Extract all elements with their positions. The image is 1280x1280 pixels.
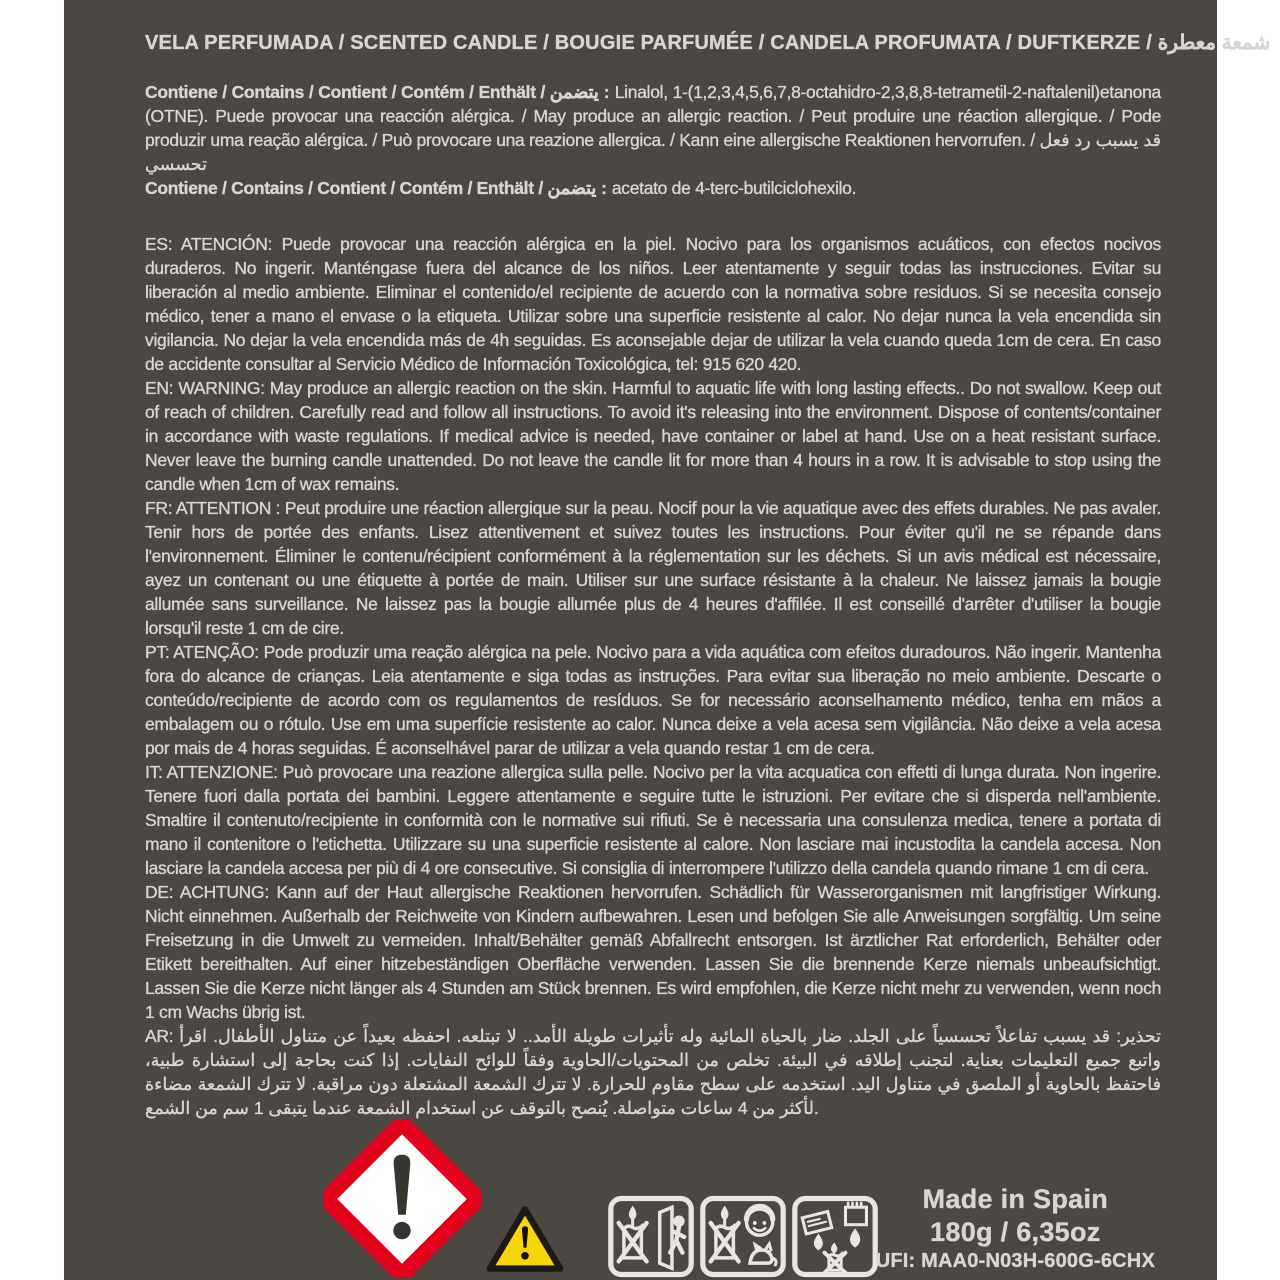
warning-paragraph-pt: PT: ATENÇÃO: Pode produzir uma reação alérgica na pele. Nocivo para a vida aquática com efeitos duradouros. Não ingerir. Mantenha fora do alcance de crianças. Leia atentamente e siga todas as instruções. Para evitar sua liberação no meio ambiente. Descarte o conteúdo/recipiente de acordo com os regulamentos de resíduos. Se for necessário aconselhamento médico, tenha em mãos a embalagem ou o rótulo. Use em uma superfície resistente ao calor. Nunca deixe a vela acesa sem vigilância. Não deixe a vela acesa por mais de 4 horas seguidas. É aconselhável parar de utilizar a vela quando restar 1 cm de cera. <box>145 642 1161 758</box>
warning-paragraph-fr: FR: ATTENTION : Peut produire une réaction allergique sur la peau. Nocif pour la vie aquatique avec des effets durables. Ne pas avaler. Tenir hors de portée des enfants. Lisez attentivement et suivez toutes les instructions. Pour éviter qu'il ne se répande dans l'environnement. Éliminer le contenu/récipient conformément à la réglementation sur les déchets. Si un avis médical est nécessaire, ayez un contenant ou une étiquette à portée de main. Utiliser sur une surface résistante à la chaleur. Ne laissez jamais la bougie allumée sans surveillance. Ne laissez pas la bougie allumée plus de 4 heures d'affilée. Il est conseillé d'arrêter d'utiliser la bougie lorsqu'il reste 1 cm de cire. <box>145 498 1161 638</box>
ghs07-exclamation-diamond-icon <box>323 1120 481 1278</box>
ufi-code-text: UFI: MAA0-N03H-600G-6CHX <box>875 1250 1155 1272</box>
product-title: VELA PERFUMADA / SCENTED CANDLE / BOUGIE PARFUMÉE / CANDELA PROFUMATA / DUFTKERZE / شمعة معطرة <box>145 32 1271 54</box>
contains-statement-1 <box>145 80 1161 176</box>
net-weight-text: 180g / 6,35oz <box>930 1217 1101 1247</box>
ingredients-section <box>145 80 1161 200</box>
label-background <box>64 0 1271 1280</box>
contains-text: Linalol, 1-(1,2,3,4,5,6,7,8-octahidro-2,3,8,8-tetrametil-2-naftalenil)etanona (OTNE). Puede provocar una reacción alérgica. / May produce an allergic reaction. / Peut produire une réaction allergique. / Pode produzir uma reação alérgica. / Può provocare una reazione allergica. / Kann eine allergische Reaktionen hervorrufen. / قد يسبب رد فعل تحسسي <box>145 82 1161 174</box>
warning-paragraph-it: IT: ATTENZIONE: Può provocare una reazione allergica sulla pelle. Nocivo per la vita acquatica con effetti di lunga durata. Non ingerire. Tenere fuori dalla portata dei bambini. Leggere attentamente e seguire tutte le istruzioni. Per evitare che si disperda nell'ambiente. Smaltire il contenuto/recipiente in conformità con le normative sui rifiuti. Se è necessaria una consulenza medica, tenere a portata di mano il contenitore o l'etichetta. Utilizzare su una superficie resistente al calore. Non lasciare mai incustodita la candela accesa. Non lasciare la candela accesa per più di 4 ore consecutive. Si consiglia di interrompere l'utilizzo della candela quando rimane 1 cm di cera. <box>145 762 1161 878</box>
warning-paragraph-de: DE: ACHTUNG: Kann auf der Haut allergische Reaktionen hervorrufen. Schädlich für Wasserorganismen mit langfristiger Wirkung. Nicht einnehmen. Außerhalb der Reichweite von Kindern aufbewahren. Lesen und befolgen Sie alle Anweisungen sorgfältig. Um seine Freisetzung in die Umwelt zu vermeiden. Inhalt/Behälter gemäß Abfallrecht entsorgen. Ist ärztlicher Rat erforderlich, Behälter oder Etikett bereithalten. Auf einer hitzebeständigen Oberfläche verwenden. Lassen Sie die brennende Kerze niemals unbeaufsichtigt. Lassen Sie die Kerze nicht länger als 4 Stunden am Stück brennen. Es wird empfohlen, die Kerze nicht mehr zu verwenden, wenn noch 1 cm Wachs übrig ist. <box>145 882 1161 1022</box>
contains-statement-2 <box>145 176 1161 200</box>
warning-exclamation-triangle-icon <box>485 1198 565 1280</box>
warning-paragraph-en: EN: WARNING: May produce an allergic reaction on the skin. Harmful to aquatic life with long lasting effects.. Do not swallow. Keep out of reach of children. Carefully read and follow all instructions. To avoid it's releasing into the environment. Dispose of contents/container in accordance with waste regulations. If medical advice is needed, have container or label at hand. Use on a heat resistant surface. Never leave the burning candle unattended. Do not leave the candle lit for more than 4 hours in a row. It is advisable to stop using the candle when 1cm of wax remains. <box>145 378 1161 494</box>
contains-text: acetato de 4-terc-butilciclohexilo. <box>611 178 857 198</box>
warnings-section <box>145 232 1161 1120</box>
contains-prefix: Contiene / Contains / Contient / Contém / Enthält / يتضمن : <box>145 178 607 198</box>
contains-prefix: Contiene / Contains / Contient / Contém / Enthält / يتضمن : <box>145 82 610 102</box>
label-text-area <box>145 0 1271 1120</box>
warning-paragraph-es: ES: ATENCIÓN: Puede provocar una reacción alérgica en la piel. Nocivo para los organismos acuáticos, con efectos nocivos duraderos. No ingerir. Manténgase fuera del alcance de los niños. Leer atentamente y seguir todas las instrucciones. Evitar su liberación al medio ambiente. Eliminar el contenido/el recipiente de acuerdo con la normativa sobre residuos. Si se necesita consejo médico, tener a mano el envase o la etiqueta. Utilizar sobre una superficie resistente al calor. No dejar nunca la vela encendida sin vigilancia. No dejar la vela encendida más de 4h seguidas. Es aconsejable dejar de utilizar la vela cuando queda 1cm de cera. En caso de accidente consultar al Servicio Médico de Información Toxicológica, tel: 915 620 420. <box>145 234 1161 374</box>
warning-paragraph-ar: AR: تحذير: قد يسبب تفاعلاً تحسسياً على الجلد. ضار بالحياة المائية وله تأثيرات طويلة الأمد.. لا تبتلعه. احفظه بعيداً عن متناول الأطفال. اقرأ واتبع جميع التعليمات بعناية. لتجنب إطلاقه في البيئة. تخلص من المحتويات/الحاوية وفقاً للوائح النفايات. إذا كنت بحاجة إلى استشارة طبية، فاحتفظ بالحاوية أو الملصق في متناول اليد. استخدمه على سطح مقاوم للحرارة. لا تترك الشمعة المشتعلة دون مراقبة. لا تترك الشمعة مضاءة لأكثر من 4 ساعات متواصلة. يُنصح بالتوقف عن استخدام الشمعة عندما يتبقى 1 سم من الشمع. <box>145 1026 1161 1118</box>
made-in-text: Made in Spain <box>922 1184 1109 1214</box>
candle-children-pets-pictogram-icon <box>699 1195 787 1278</box>
candle-flammables-pictogram-icon <box>791 1195 879 1278</box>
candle-unattended-pictogram-icon <box>607 1195 695 1278</box>
origin-and-weight-block <box>876 1183 1155 1274</box>
